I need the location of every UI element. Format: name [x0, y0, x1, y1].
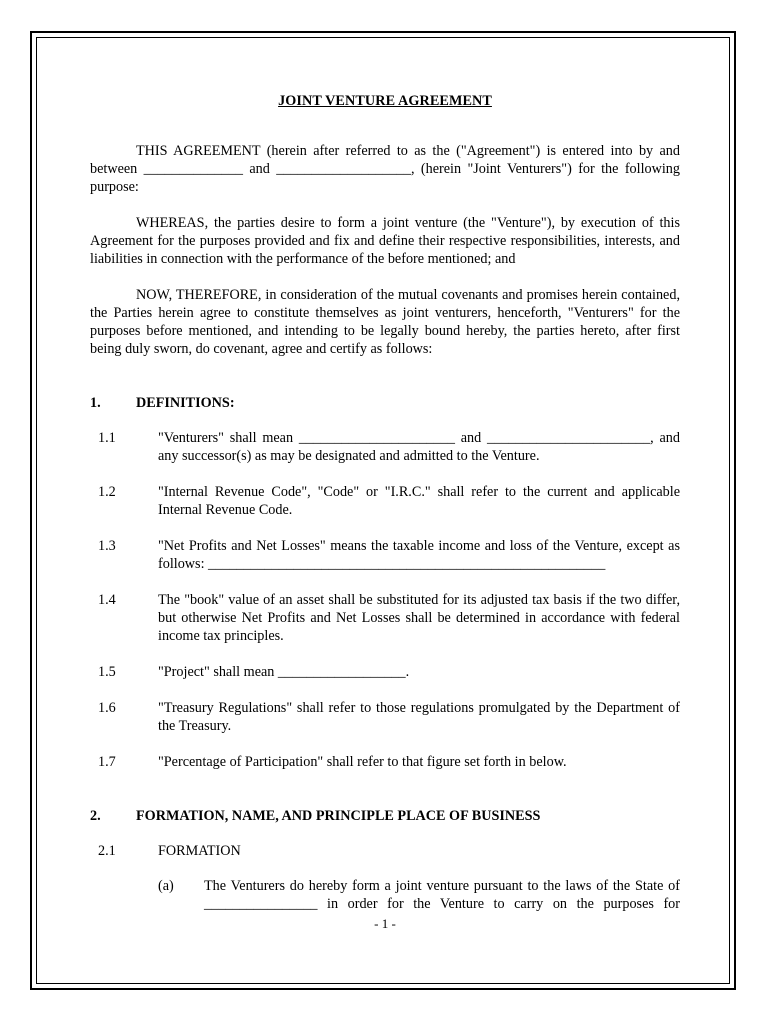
definition-number: 1.2	[98, 484, 116, 500]
whereas-paragraph: WHEREAS, the parties desire to form a joint venture (the "Venture"), by execution of this Agreement for the purposes provided and fix and define their respective responsibilities, interests, and liabilities in connection with the performance of the before mentioned; and	[90, 215, 680, 267]
now-therefore-paragraph: NOW, THEREFORE, in consideration of the mutual covenants and promises herein contained, the Parties herein agree to constitute themselves as joint venturers, henceforth, "Venturers" for the purposes before mentioned, and intending to be legally bound hereby, the parties hereto, after first being duly sworn, do covenant, agree and certify as follows:	[90, 287, 680, 357]
definition-number: 1.6	[98, 700, 116, 716]
definition-item	[90, 537, 680, 573]
clause-text: The Venturers do hereby form a joint venture pursuant to the laws of the State of ________________ in order for the Venture to carry on the purposes for	[204, 878, 680, 912]
section-2-heading	[90, 807, 680, 825]
definition-item	[90, 699, 680, 735]
definition-item	[90, 429, 680, 465]
definition-item	[90, 753, 680, 771]
definition-text: "Project" shall mean __________________.	[158, 664, 410, 680]
definition-number: 1.3	[98, 538, 116, 554]
section-1-title: DEFINITIONS:	[136, 395, 235, 411]
subsection-number: 2.1	[98, 843, 116, 859]
clause-label: (a)	[158, 878, 174, 894]
clause-a	[90, 877, 680, 913]
section-2-number: 2.	[90, 808, 101, 824]
definition-item	[90, 483, 680, 519]
document-page	[90, 92, 680, 913]
definition-text: "Internal Revenue Code", "Code" or "I.R.C." shall refer to the current and applicable Internal Revenue Code.	[158, 484, 680, 518]
section-1-number: 1.	[90, 395, 101, 411]
definition-item	[90, 663, 680, 681]
definition-number: 1.7	[98, 754, 116, 770]
definition-text: "Net Profits and Net Losses" means the taxable income and loss of the Venture, except as follows: ________________________________________________________	[158, 538, 680, 572]
document-title: JOINT VENTURE AGREEMENT	[278, 93, 492, 109]
definition-item	[90, 591, 680, 645]
section-2-title: FORMATION, NAME, AND PRINCIPLE PLACE OF BUSINESS	[136, 808, 541, 824]
page-number: - 1 -	[374, 916, 396, 931]
definition-text: "Venturers" shall mean ______________________ and _______________________, and any successor(s) as may be designated and admitted to the Venture.	[158, 430, 680, 464]
intro-paragraph: THIS AGREEMENT (herein after referred to as the ("Agreement") is entered into by and between ______________ and ___________________, (herein "Joint Venturers") for the following purpose:	[90, 143, 680, 195]
subsection-2-1-heading	[90, 842, 680, 860]
definition-number: 1.5	[98, 664, 116, 680]
definition-text: "Treasury Regulations" shall refer to those regulations promulgated by the Department of the Treasury.	[158, 700, 680, 734]
definition-text: "Percentage of Participation" shall refer to that figure set forth in below.	[158, 754, 567, 770]
definition-number: 1.4	[98, 592, 116, 608]
subsection-title: FORMATION	[158, 843, 241, 859]
definition-number: 1.1	[98, 430, 116, 446]
section-1-heading	[90, 394, 680, 412]
definition-text: The "book" value of an asset shall be substituted for its adjusted tax basis if the two differ, but otherwise Net Profits and Net Losses shall be determined in accordance with federal income tax principles.	[158, 592, 680, 644]
